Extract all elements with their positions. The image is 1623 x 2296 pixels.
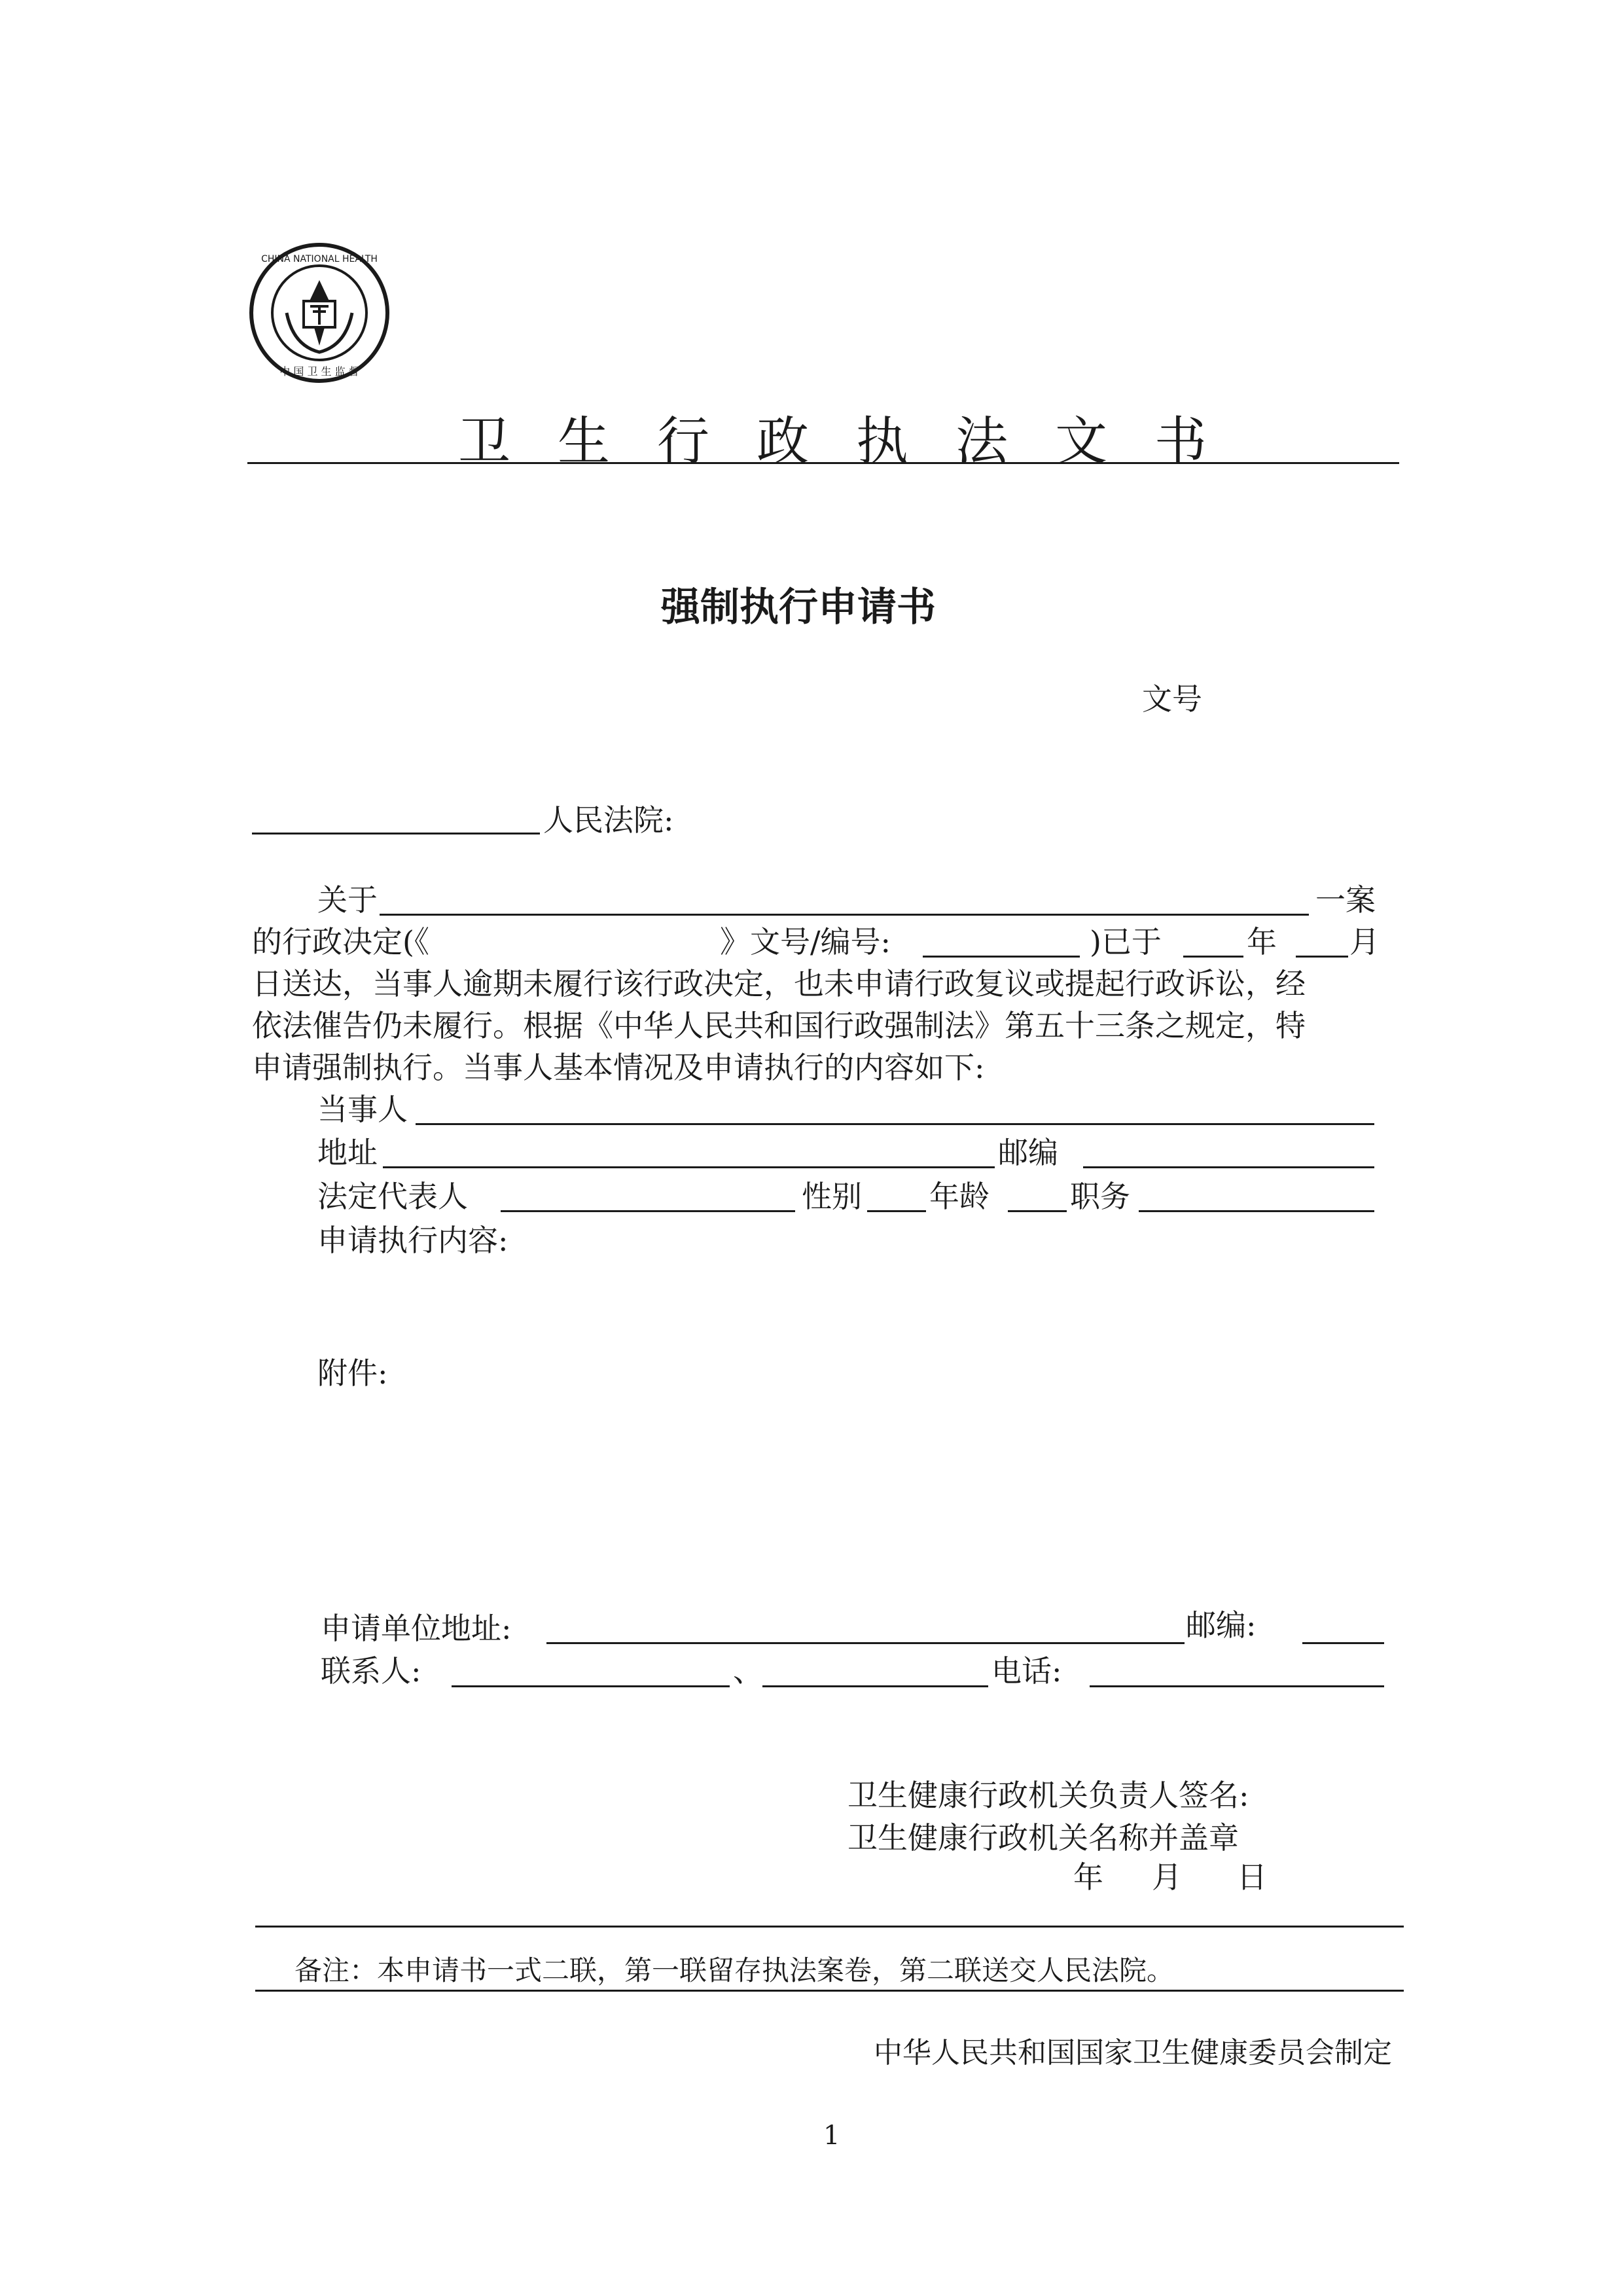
year-blank[interactable] (1183, 956, 1243, 958)
note-top-rule (255, 1926, 1404, 1928)
applicant-address-blank[interactable] (546, 1642, 1185, 1644)
para-l1-end: 一案 (1315, 882, 1376, 918)
phone-blank[interactable] (1090, 1685, 1384, 1687)
para-l2-b: 》文号/编号: (720, 924, 891, 960)
signature-line1: 卫生健康行政机关负责人签名: (847, 1778, 1249, 1813)
document-title: 强制执行申请书 (661, 584, 936, 630)
svg-text:中 国 卫 生 监 督: 中 国 卫 生 监 督 (279, 365, 359, 378)
postcode-blank[interactable] (1083, 1166, 1374, 1168)
gender-blank[interactable] (867, 1210, 926, 1212)
age-blank[interactable] (1008, 1210, 1067, 1212)
content-label: 申请执行内容: (317, 1223, 508, 1258)
banner-underline (247, 462, 1399, 464)
note-bottom-rule (255, 1990, 1404, 1992)
party-blank[interactable] (416, 1123, 1374, 1125)
attachments-label: 附件: (317, 1355, 388, 1391)
signature-line2: 卫生健康行政机关名称并盖章 (847, 1820, 1239, 1856)
issuing-org: 中华人民共和国国家卫生健康委员会制定 (874, 2036, 1392, 2070)
date-day: 日 (1237, 1859, 1267, 1895)
applicant-address-label: 申请单位地址: (321, 1611, 512, 1646)
legal-rep-blank[interactable] (501, 1210, 795, 1212)
party-label: 当事人 (317, 1092, 408, 1127)
address-blank[interactable] (383, 1166, 995, 1168)
date-month: 月 (1152, 1859, 1182, 1895)
doc-number-label: 文号 (1142, 681, 1202, 717)
para-l3: 日送达，当事人逾期未履行该行政决定，也未申请行政复议或提起行政诉讼，经 (252, 966, 1306, 1001)
contact-blank-1[interactable] (452, 1685, 730, 1687)
address-label: 地址 (317, 1135, 378, 1170)
para-l2-month: 月 (1349, 924, 1380, 960)
legal-rep-label: 法定代表人 (317, 1179, 468, 1214)
svg-text:CHINA NATIONAL HEALTH: CHINA NATIONAL HEALTH (261, 254, 378, 264)
contact-separator: 、 (733, 1653, 763, 1689)
applicant-postcode-blank[interactable] (1302, 1642, 1384, 1644)
note-text: 备注：本申请书一式二联，第一联留存执法案卷，第二联送交人民法院。 (294, 1954, 1175, 1986)
para-l5: 申请强制执行。当事人基本情况及申请执行的内容如下: (252, 1050, 985, 1085)
position-label: 职务 (1070, 1179, 1130, 1214)
contact-blank-2[interactable] (762, 1685, 988, 1687)
para-l2-year: 年 (1247, 924, 1277, 960)
para-l2-a: 的行政决定(《 (252, 924, 429, 960)
addressee-suffix: 人民法院: (543, 802, 674, 838)
date-year: 年 (1073, 1859, 1103, 1895)
age-label: 年龄 (929, 1179, 990, 1214)
para-l4: 依法催告仍未履行。根据《中华人民共和国行政强制法》第五十三条之规定，特 (252, 1008, 1306, 1043)
page-number: 1 (823, 2121, 840, 2151)
position-blank[interactable] (1139, 1210, 1374, 1212)
postcode-label: 邮编 (998, 1135, 1058, 1170)
banner-title: 卫生行政执法文书 (458, 411, 1254, 472)
case-name-blank[interactable] (380, 914, 1309, 916)
para-l1-start: 关于 (317, 882, 378, 918)
doc-number-blank[interactable] (923, 956, 1080, 958)
para-l2-c: )已于 (1090, 924, 1162, 960)
court-name-blank[interactable] (252, 833, 540, 834)
phone-label: 电话: (991, 1653, 1062, 1689)
applicant-postcode-label: 邮编: (1186, 1607, 1257, 1643)
contact-label: 联系人: (321, 1653, 421, 1689)
gender-label: 性别 (802, 1179, 862, 1214)
month-blank[interactable] (1296, 956, 1348, 958)
health-inspection-emblem (247, 241, 391, 385)
